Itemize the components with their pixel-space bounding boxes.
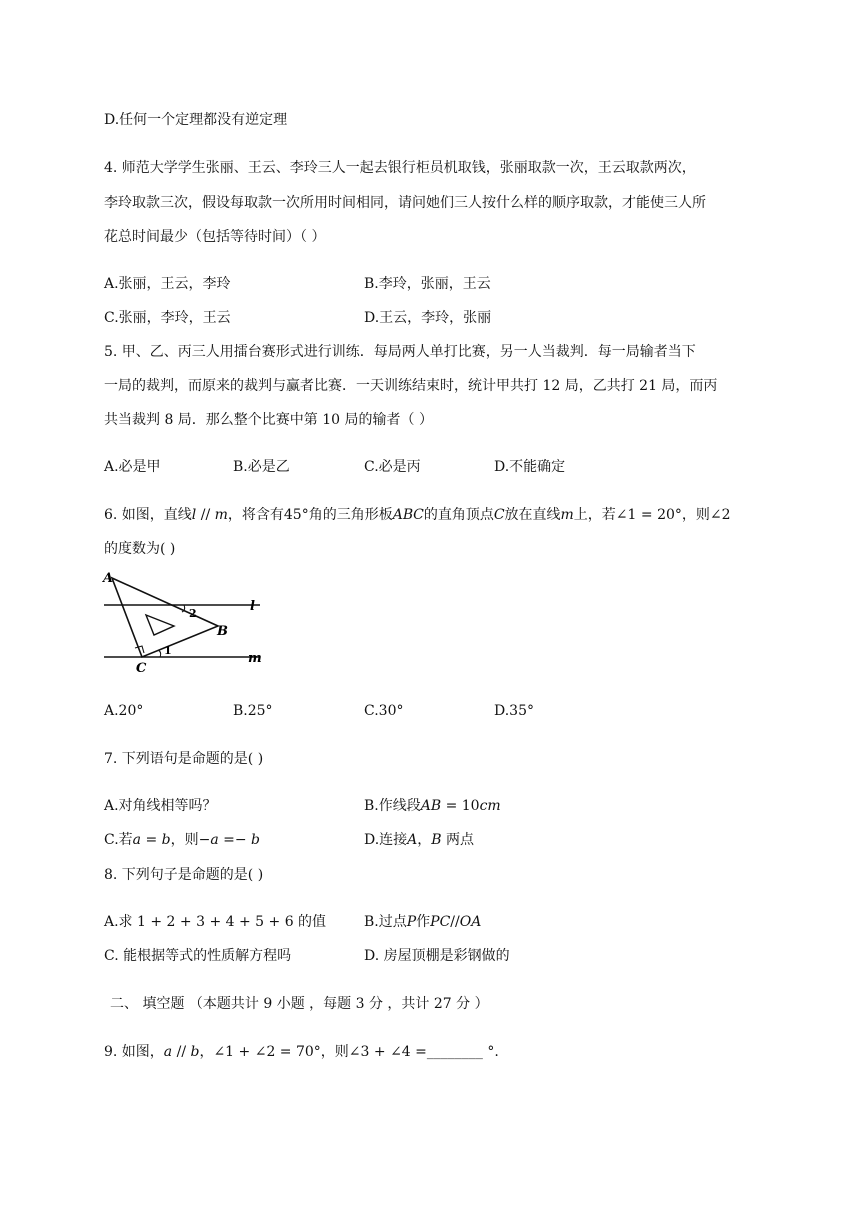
q8-option-d: D. 房屋顶棚是彩钢做的 <box>364 948 510 964</box>
q5-stem-line1: 5. 甲、乙、丙三人用擂台赛形式进行训练．每局两人单打比赛，另一人当裁判．每一局输者当下 <box>104 344 696 360</box>
q5-stem-line3: 共当裁判 8 局．那么整个比赛中第 10 局的输者（ ） <box>104 412 433 428</box>
q5-option-c: C.必是丙 <box>364 459 421 475</box>
q5-option-b: B.必是乙 <box>233 459 290 475</box>
inner-triangle <box>146 615 174 635</box>
q4-option-b: B.李玲，张丽，王云 <box>364 276 491 292</box>
label-angle-2: 2 <box>189 607 197 620</box>
q4-stem-line2: 李玲取款三次，假设每取款一次所用时间相同，请问她们三人按什么样的顺序取款，才能使三人所 <box>104 195 706 211</box>
q6-option-c: C.30° <box>364 703 404 719</box>
q7-option-c: C.若𝑎 = 𝑏，则−𝑎 =− 𝑏 <box>104 832 261 848</box>
q9-stem: 9. 如图，𝑎 // 𝑏，∠1 + ∠2 = 70°，则∠3 + ∠4 =________ °. <box>104 1044 499 1060</box>
q6-stem-line1: 6. 如图，直线𝑙 // 𝑚，将含有45°角的三角形板𝐴𝐵𝐶的直角顶点𝐶放在直线𝑚上，若∠1 = 20°，则∠2 <box>104 507 731 523</box>
q5-option-d: D.不能确定 <box>494 459 566 475</box>
q7-stem: 7. 下列语句是命题的是( ) <box>104 751 264 767</box>
q6-option-b: B.25° <box>233 703 273 719</box>
label-b: B <box>217 624 228 639</box>
q6-option-a: A.20° <box>104 703 144 719</box>
q5-stem-line2: 一局的裁判，而原来的裁判与赢者比赛．一天训练结束时，统计甲共打 12 局，乙共打 21 局，而丙 <box>104 378 718 394</box>
q8-option-b: B.过点𝑃作𝑃𝐶//𝑂𝐴 <box>364 914 482 930</box>
q8-stem: 8. 下列句子是命题的是( ) <box>104 867 264 883</box>
q6-stem-line2: 的度数为( ) <box>104 541 176 557</box>
q6-option-d: D.35° <box>494 703 534 719</box>
label-m: m <box>248 651 262 666</box>
q4-stem-line1: 4. 师范大学学生张丽、王云、李玲三人一起去银行柜员机取钱，张丽取款一次，王云取款两次， <box>104 160 696 176</box>
section-2-heading: 二、 填空题 （本题共计 9 小题 ，每题 3 分 ，共计 27 分 ） <box>110 996 489 1012</box>
q4-stem-line3: 花总时间最少（包括等待时间）（ ） <box>104 229 326 245</box>
q6-triangle-figure <box>100 568 268 678</box>
q8-option-c: C. 能根据等式的性质解方程吗 <box>104 948 292 964</box>
q8-option-a: A.求 1 + 2 + 3 + 4 + 5 + 6 的值 <box>104 914 327 930</box>
q4-option-d: D.王云，李玲，张丽 <box>364 310 492 326</box>
q4-option-a: A.张丽，王云，李玲 <box>104 276 231 292</box>
q7-option-a: A.对角线相等吗？ <box>104 798 217 814</box>
label-angle-1: 1 <box>164 644 172 657</box>
q4-option-c: C.张丽，李玲，王云 <box>104 310 231 326</box>
label-a: A <box>103 571 114 586</box>
label-l: l <box>250 599 255 614</box>
q7-option-d: D.连接𝐴，𝐵 两点 <box>364 832 475 848</box>
q5-option-a: A.必是甲 <box>104 459 161 475</box>
label-c: C <box>136 661 147 676</box>
q3-option-d: D.任何一个定理都没有逆定理 <box>104 112 288 128</box>
q7-option-b: B.作线段𝐴𝐵 = 10𝑐𝑚 <box>364 798 501 814</box>
